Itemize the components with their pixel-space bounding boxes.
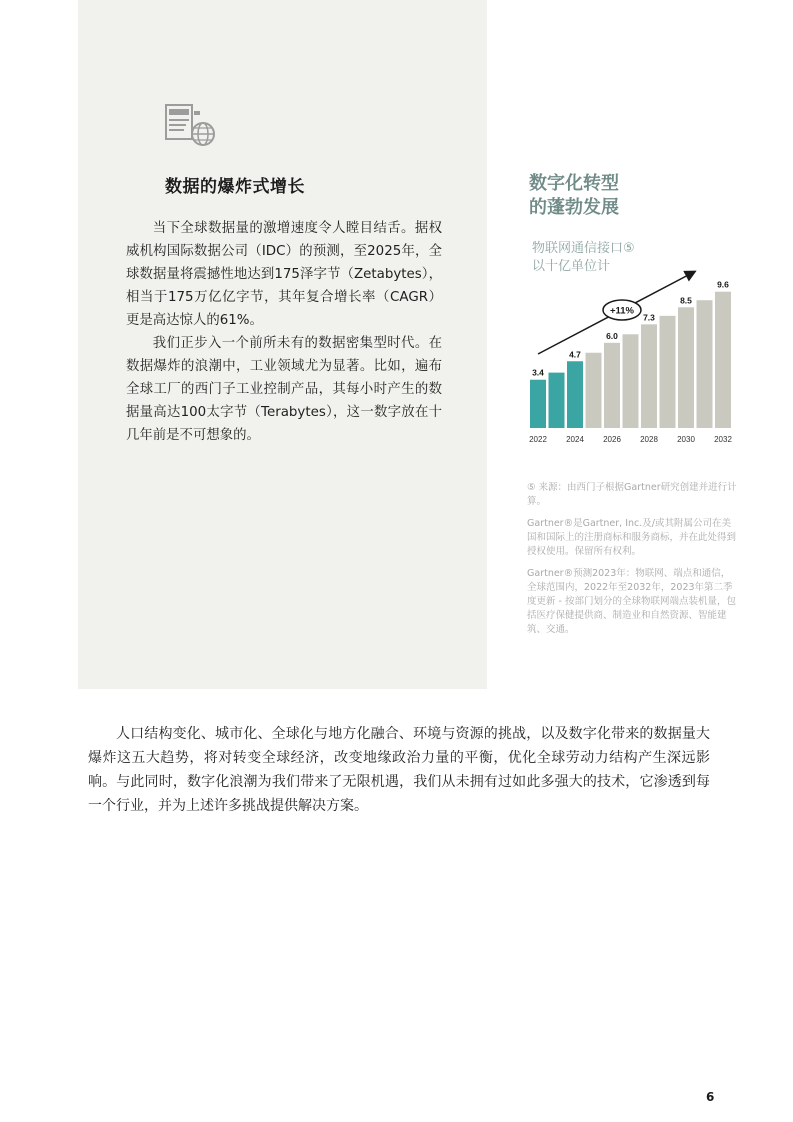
sidebar-title-line-1: 数字化转型	[529, 173, 619, 194]
x-tick-2026: 2026	[603, 435, 621, 444]
x-tick-2022: 2022	[529, 435, 547, 444]
bar-2025	[586, 353, 602, 428]
notes	[527, 481, 739, 645]
bar-2030	[678, 307, 694, 428]
bar-label-2030: 8.5	[680, 295, 692, 306]
bar-label-2022: 3.4	[532, 367, 544, 378]
bar-label-2024: 4.7	[569, 349, 581, 360]
x-tick-2030: 2030	[677, 435, 695, 444]
bar-label-2032: 9.6	[717, 279, 729, 290]
iot-bar-chart	[522, 262, 746, 452]
server-globe-icon	[164, 103, 218, 149]
growth-annotation-label: +11%	[609, 305, 635, 317]
bar-2022	[530, 380, 546, 428]
note-source: ⑤ 来源：由西门子根据Gartner研究创建并进行计算。	[527, 482, 737, 507]
bar-2032	[715, 292, 731, 428]
chart-title-line-2: 以十亿单位计	[532, 259, 611, 274]
bar-2029	[660, 316, 676, 428]
panel-paragraph-2: 我们正步入一个前所未有的数据密集型时代。在数据爆炸的浪潮中，工业领域尤为显著。比如，遍布全球工厂的西门子工业控制产品，其每小时产生的数据量高达100太字节（Terabytes），这一数字放在十几年前是不可想象的。	[126, 336, 442, 443]
bar-2026	[604, 343, 620, 428]
note-trademark: Gartner®是Gartner, Inc.及/或其附属公司在美国和国际上的注册商标和服务商标，并在此处得到授权使用。保留所有权利。	[527, 518, 737, 557]
x-tick-2028: 2028	[640, 435, 658, 444]
bar-2024	[567, 361, 583, 428]
chart-title-line-1: 物联网通信接口⑤	[532, 241, 635, 256]
page-number: 6	[706, 1090, 715, 1104]
section-title: 数据的爆炸式增长	[165, 177, 305, 197]
bar-2023	[549, 373, 565, 428]
panel-text	[126, 217, 442, 447]
bar-label-2026: 6.0	[606, 330, 618, 341]
x-tick-2032: 2032	[714, 435, 732, 444]
bar-2031	[697, 300, 713, 428]
growth-annotation	[603, 300, 641, 320]
bar-label-2028: 7.3	[643, 312, 655, 323]
sidebar-title	[529, 172, 619, 220]
bar-2027	[623, 334, 639, 428]
bar-2028	[641, 324, 657, 428]
note-forecast: Gartner®预测2023年：物联网、端点和通信，全球范围内，2022年至2032年，2023年第二季度更新 - 按部门划分的全球物联网端点装机量，包括医疗保健提供商、制造业和自然资源、智能建筑、交通。	[527, 568, 736, 635]
body-text	[88, 722, 710, 818]
sidebar-title-line-2: 的蓬勃发展	[529, 197, 619, 218]
panel-paragraph-1: 当下全球数据量的激增速度令人瞠目结舌。据权威机构国际数据公司（IDC）的预测，至2025年，全球数据量将震撼性地达到175泽字节（Zetabytes），相当于175万亿亿字节，其年复合增长率（CAGR）更是高达惊人的61%。	[126, 221, 442, 328]
body-paragraph: 人口结构变化、城市化、全球化与地方化融合、环境与资源的挑战，以及数字化带来的数据量大爆炸这五大趋势，将对转变全球经济，改变地缘政治力量的平衡，优化全球劳动力结构产生深远影响。与此同时，数字化浪潮为我们带来了无限机遇，我们从未拥有过如此多强大的技术，它渗透到每一个行业，并为上述许多挑战提供解决方案。	[88, 726, 710, 814]
x-tick-2024: 2024	[566, 435, 584, 444]
